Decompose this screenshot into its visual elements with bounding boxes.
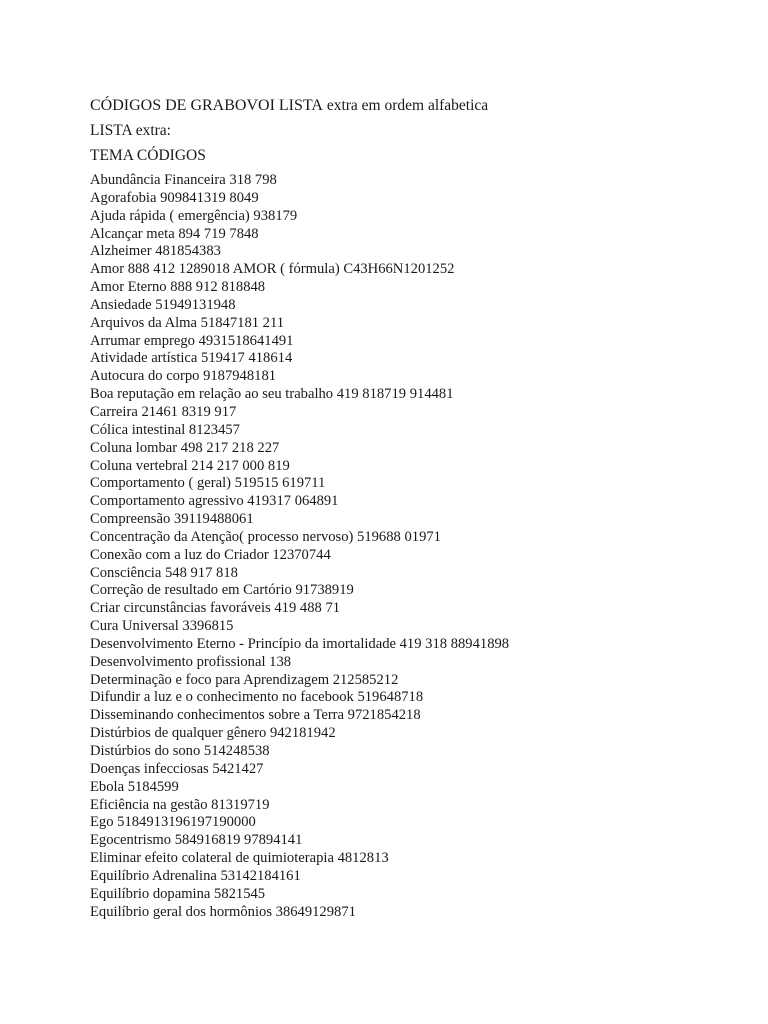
list-item: Doenças infecciosas 5421427 xyxy=(90,760,264,777)
list-item: Coluna lombar 498 217 218 227 xyxy=(90,439,280,456)
list-item: Alcançar meta 894 719 7848 xyxy=(90,225,259,242)
list-item: Disseminando conhecimentos sobre a Terra 9721854218 xyxy=(90,707,421,724)
list-item: Ajuda rápida ( emergência) 938179 xyxy=(90,207,298,224)
list-item: Distúrbios do sono 514248538 xyxy=(90,743,270,759)
list-item: Coluna vertebral 214 217 000 819 xyxy=(90,457,290,474)
list-item: Conexão com a luz do Criador 12370744 xyxy=(90,546,331,563)
list-item: Eliminar efeito colateral de quimioterapia 4812813 xyxy=(90,850,389,867)
list-item: Concentração da Atenção( processo nervoso) 519688 01971 xyxy=(90,528,441,545)
list-item: Amor 888 412 1289018 AMOR ( fórmula) C43H66N1201252 xyxy=(90,261,455,278)
list-item: Desenvolvimento profissional 138 xyxy=(90,653,292,670)
list-item: Cura Universal 3396815 xyxy=(90,618,234,635)
list-item: Determinação e foco para Aprendizagem 212585212 xyxy=(90,671,399,688)
list-item: Compreensão 39119488061 xyxy=(90,511,254,528)
list-item: Atividade artística 519417 418614 xyxy=(90,350,293,367)
document-title-suffix: extra em ordem alfabetica xyxy=(326,97,489,114)
list-item: Equilíbrio dopamina 5821545 xyxy=(90,885,266,902)
column-header: TEMA CÓDIGOS xyxy=(90,147,206,164)
document-page xyxy=(90,97,750,921)
list-item: Boa reputação em relação ao seu trabalho 419 818719 914481 xyxy=(90,386,454,403)
list-item: Arquivos da Alma 51847181 211 xyxy=(90,314,285,331)
list-item: Agorafobia 909841319 8049 xyxy=(90,189,259,206)
list-item: Abundância Financeira 318 798 xyxy=(90,172,277,188)
document-title-prefix: CÓDIGOS DE GRABOVOI LISTA xyxy=(90,97,323,114)
list-item: Amor Eterno 888 912 818848 xyxy=(90,279,266,296)
list-item: Arrumar emprego 4931518641491 xyxy=(90,332,294,349)
list-item: Equilíbrio geral dos hormônios 38649129871 xyxy=(90,903,356,920)
list-item: Ansiedade 51949131948 xyxy=(90,296,236,313)
list-item: Equilíbrio Adrenalina 53142184161 xyxy=(90,867,301,884)
list-item: Comportamento ( geral) 519515 619711 xyxy=(90,475,326,492)
list-item: Autocura do corpo 9187948181 xyxy=(90,368,277,385)
list-item: Distúrbios de qualquer gênero 942181942 xyxy=(90,725,336,742)
list-item: Alzheimer 481854383 xyxy=(90,243,221,260)
list-item: Difundir a luz e o conhecimento no facebook 519648718 xyxy=(90,689,424,706)
list-item: Correção de resultado em Cartório 91738919 xyxy=(90,582,354,599)
list-item: Comportamento agressivo 419317 064891 xyxy=(90,493,339,510)
list-item: Eficiência na gestão 81319719 xyxy=(90,796,270,813)
list-item: Egocentrismo 584916819 97894141 xyxy=(90,832,303,849)
document-subtitle: LISTA extra: xyxy=(90,122,171,139)
list-item: Cólica intestinal 8123457 xyxy=(90,421,240,438)
list-item: Desenvolvimento Eterno - Princípio da imortalidade 419 318 88941898 xyxy=(90,635,510,652)
list-item: Consciência 548 917 818 xyxy=(90,564,238,581)
code-list xyxy=(90,172,750,921)
list-item: Ebola 5184599 xyxy=(90,778,179,795)
list-item: Carreira 21461 8319 917 xyxy=(90,403,237,420)
document-title xyxy=(90,97,750,115)
list-item: Ego 5184913196197190000 xyxy=(90,814,256,831)
list-item: Criar circunstâncias favoráveis 419 488 71 xyxy=(90,600,341,617)
